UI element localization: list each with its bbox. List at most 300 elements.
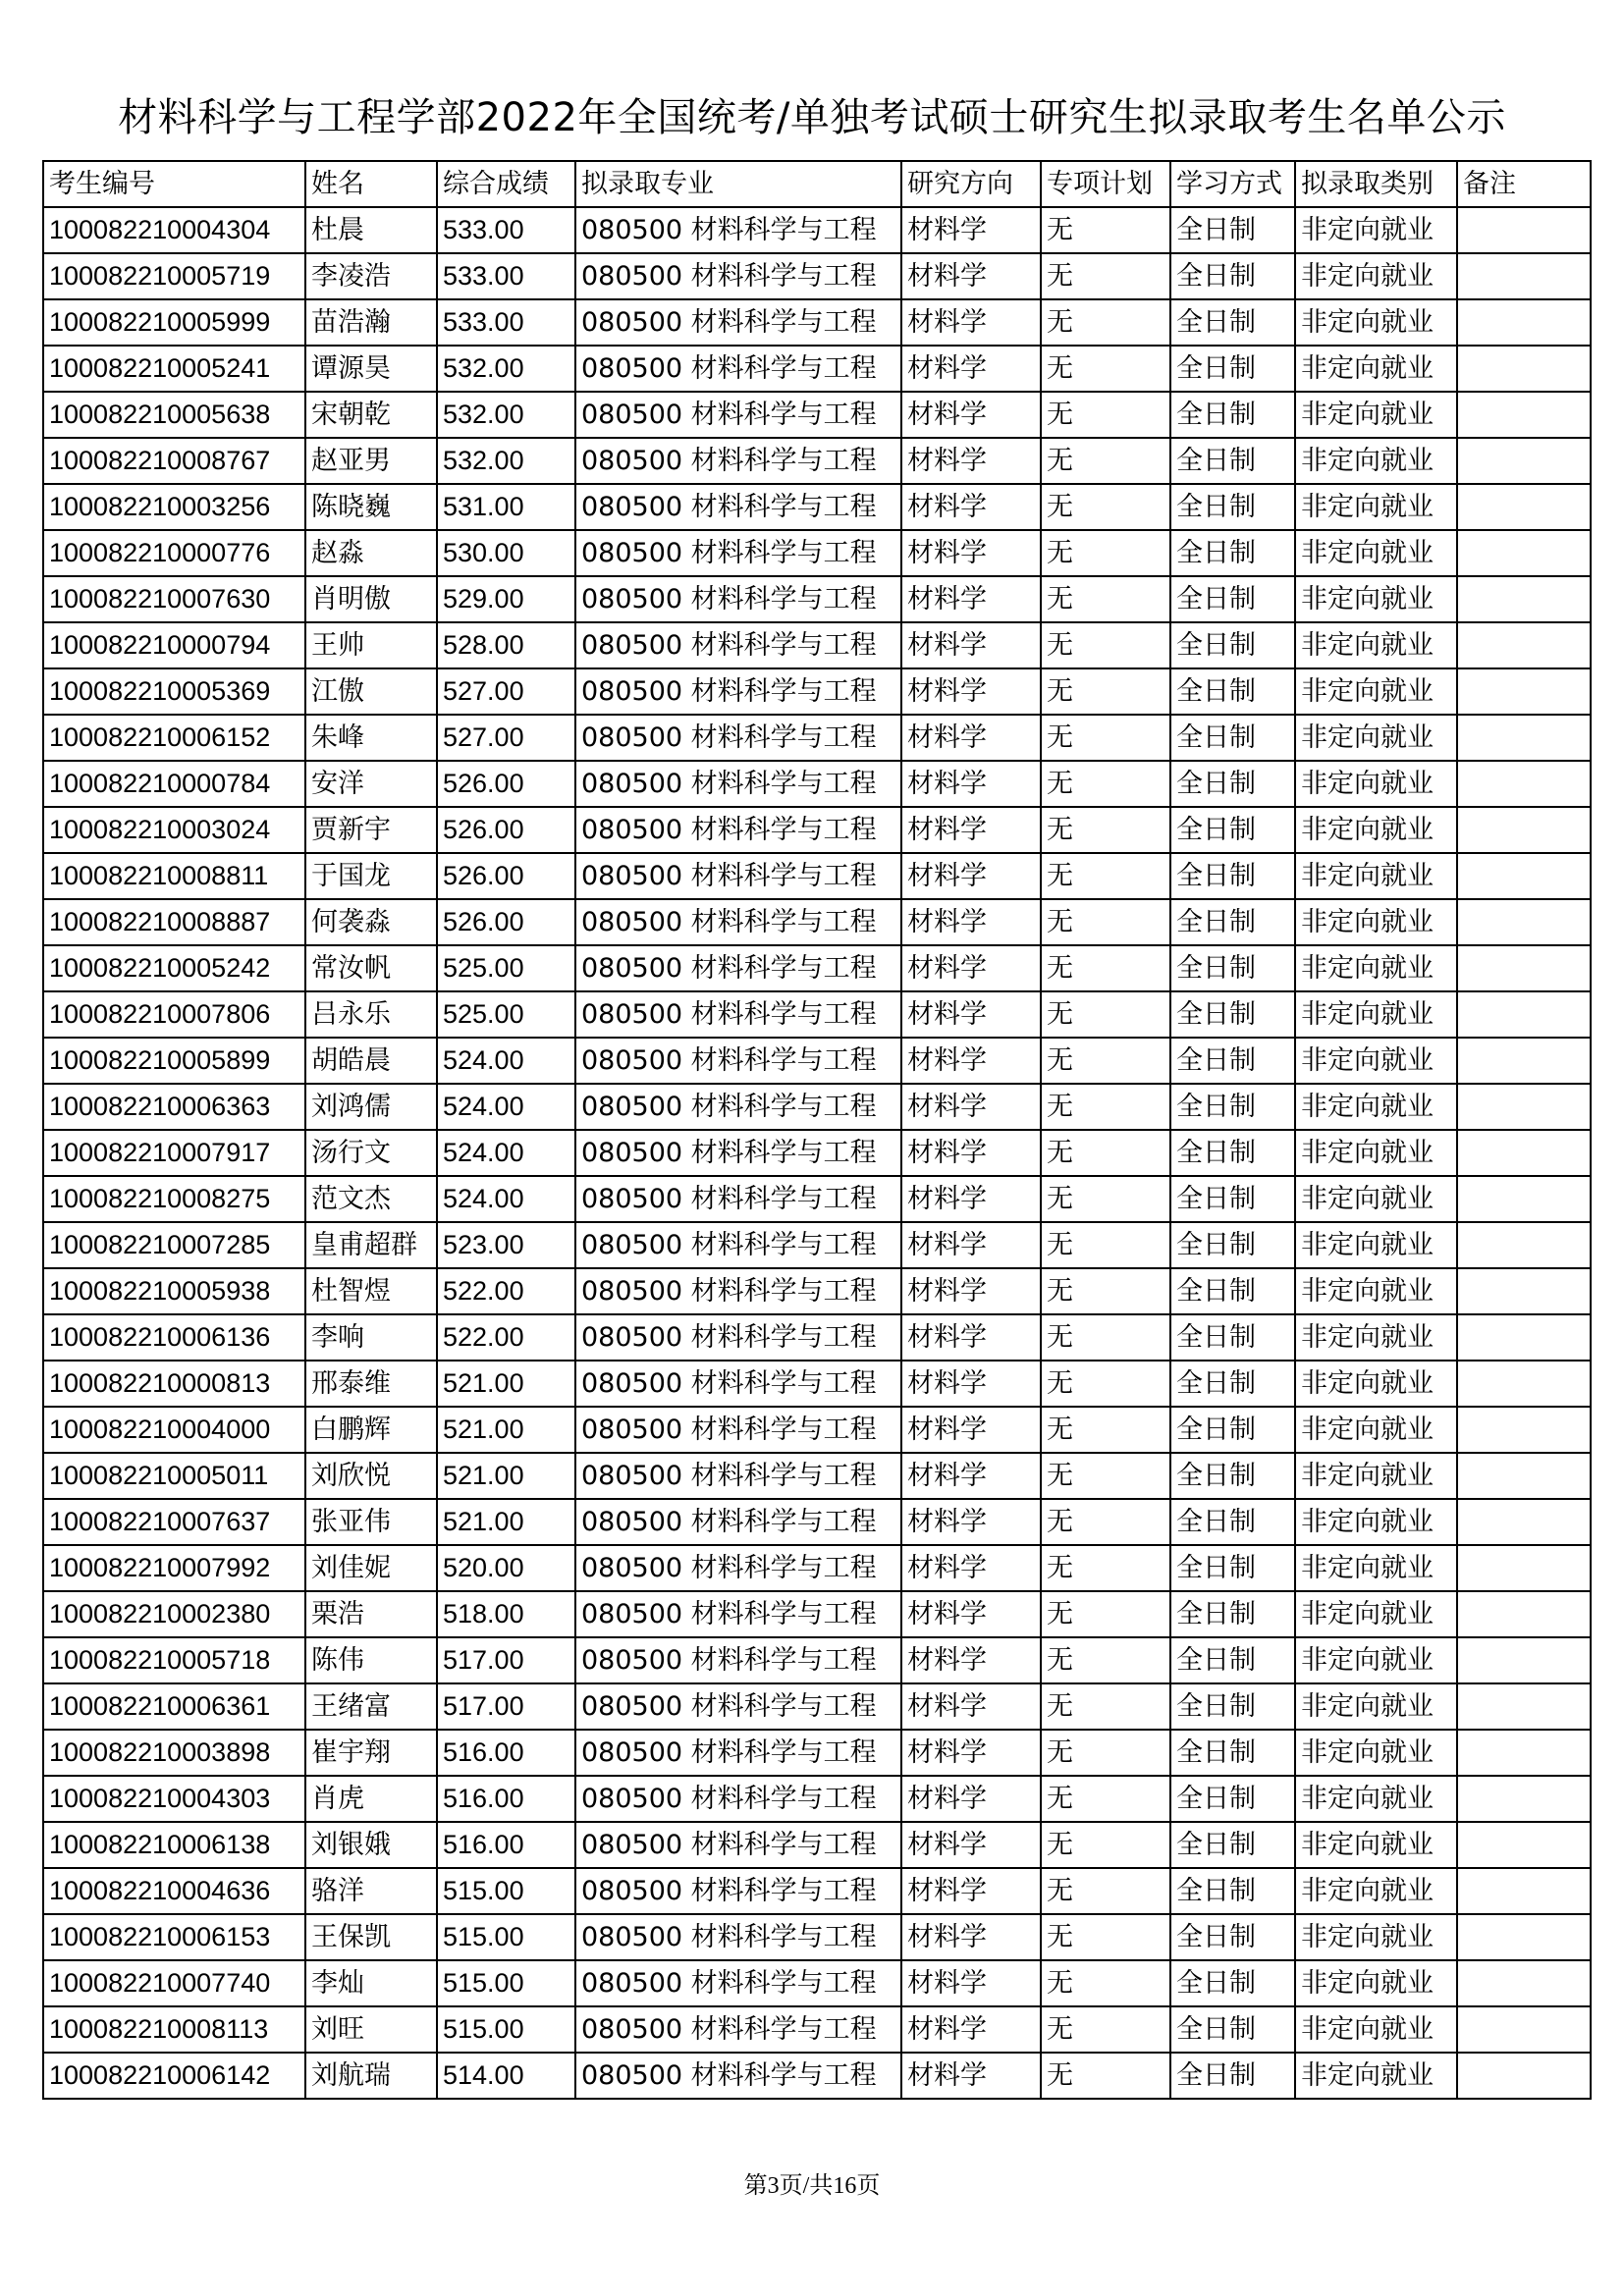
cell-major: 080500 材料科学与工程 — [575, 1868, 901, 1914]
table-row — [43, 991, 1591, 1038]
cell-major: 080500 材料科学与工程 — [575, 1499, 901, 1545]
cell-total-score: 517.00 — [437, 1637, 575, 1683]
table-row — [43, 622, 1591, 668]
cell-study-mode: 全日制 — [1170, 853, 1295, 899]
header-candidate-id: 考生编号 — [43, 161, 305, 207]
cell-research-direction: 材料学 — [901, 853, 1041, 899]
cell-remarks — [1457, 668, 1591, 715]
table-row — [43, 299, 1591, 346]
cell-remarks — [1457, 1176, 1591, 1222]
cell-major: 080500 材料科学与工程 — [575, 299, 901, 346]
header-special-plan: 专项计划 — [1041, 161, 1170, 207]
cell-research-direction: 材料学 — [901, 392, 1041, 438]
cell-major: 080500 材料科学与工程 — [575, 253, 901, 299]
cell-special-plan: 无 — [1041, 1130, 1170, 1176]
cell-major: 080500 材料科学与工程 — [575, 1730, 901, 1776]
table-row — [43, 346, 1591, 392]
cell-special-plan: 无 — [1041, 1776, 1170, 1822]
cell-total-score: 522.00 — [437, 1314, 575, 1361]
cell-name: 杜智煜 — [305, 1268, 437, 1314]
cell-research-direction: 材料学 — [901, 299, 1041, 346]
cell-total-score: 524.00 — [437, 1130, 575, 1176]
cell-special-plan: 无 — [1041, 1453, 1170, 1499]
cell-major: 080500 材料科学与工程 — [575, 668, 901, 715]
cell-total-score: 533.00 — [437, 207, 575, 253]
cell-name: 白鹏辉 — [305, 1407, 437, 1453]
cell-total-score: 524.00 — [437, 1084, 575, 1130]
cell-study-mode: 全日制 — [1170, 1176, 1295, 1222]
cell-name: 范文杰 — [305, 1176, 437, 1222]
cell-admission-category: 非定向就业 — [1295, 438, 1457, 484]
cell-study-mode: 全日制 — [1170, 945, 1295, 991]
cell-candidate-id: 100082210000794 — [43, 622, 305, 668]
cell-remarks — [1457, 1960, 1591, 2006]
cell-study-mode: 全日制 — [1170, 1776, 1295, 1822]
cell-study-mode: 全日制 — [1170, 1038, 1295, 1084]
cell-major: 080500 材料科学与工程 — [575, 622, 901, 668]
cell-major: 080500 材料科学与工程 — [575, 1683, 901, 1730]
cell-total-score: 524.00 — [437, 1176, 575, 1222]
cell-remarks — [1457, 576, 1591, 622]
cell-total-score: 515.00 — [437, 1960, 575, 2006]
cell-study-mode: 全日制 — [1170, 807, 1295, 853]
cell-candidate-id: 100082210005011 — [43, 1453, 305, 1499]
table-row — [43, 899, 1591, 945]
cell-remarks — [1457, 899, 1591, 945]
cell-special-plan: 无 — [1041, 530, 1170, 576]
cell-remarks — [1457, 1637, 1591, 1683]
cell-candidate-id: 100082210007806 — [43, 991, 305, 1038]
cell-major: 080500 材料科学与工程 — [575, 991, 901, 1038]
cell-major: 080500 材料科学与工程 — [575, 576, 901, 622]
table-row — [43, 1407, 1591, 1453]
cell-candidate-id: 100082210004304 — [43, 207, 305, 253]
cell-name: 王帅 — [305, 622, 437, 668]
cell-study-mode: 全日制 — [1170, 1591, 1295, 1637]
cell-study-mode: 全日制 — [1170, 1960, 1295, 2006]
cell-name: 胡皓晨 — [305, 1038, 437, 1084]
cell-special-plan: 无 — [1041, 1914, 1170, 1960]
cell-candidate-id: 100082210006152 — [43, 715, 305, 761]
cell-research-direction: 材料学 — [901, 1453, 1041, 1499]
cell-admission-category: 非定向就业 — [1295, 1361, 1457, 1407]
cell-admission-category: 非定向就业 — [1295, 1499, 1457, 1545]
page-number: 第3页/共16页 — [743, 2173, 881, 2199]
cell-study-mode: 全日制 — [1170, 1730, 1295, 1776]
cell-name: 邢泰维 — [305, 1361, 437, 1407]
cell-major: 080500 材料科学与工程 — [575, 1130, 901, 1176]
cell-major: 080500 材料科学与工程 — [575, 1084, 901, 1130]
cell-total-score: 526.00 — [437, 807, 575, 853]
cell-study-mode: 全日制 — [1170, 1361, 1295, 1407]
cell-major: 080500 材料科学与工程 — [575, 1545, 901, 1591]
cell-special-plan: 无 — [1041, 1361, 1170, 1407]
cell-admission-category: 非定向就业 — [1295, 1084, 1457, 1130]
table-row — [43, 1776, 1591, 1822]
cell-admission-category: 非定向就业 — [1295, 1407, 1457, 1453]
cell-name: 李凌浩 — [305, 253, 437, 299]
cell-candidate-id: 100082210004636 — [43, 1868, 305, 1914]
table-row — [43, 253, 1591, 299]
cell-study-mode: 全日制 — [1170, 1868, 1295, 1914]
cell-total-score: 532.00 — [437, 438, 575, 484]
cell-name: 吕永乐 — [305, 991, 437, 1038]
cell-research-direction: 材料学 — [901, 1591, 1041, 1637]
cell-candidate-id: 100082210002380 — [43, 1591, 305, 1637]
cell-special-plan: 无 — [1041, 1499, 1170, 1545]
cell-name: 张亚伟 — [305, 1499, 437, 1545]
cell-research-direction: 材料学 — [901, 253, 1041, 299]
cell-remarks — [1457, 253, 1591, 299]
cell-special-plan: 无 — [1041, 1545, 1170, 1591]
cell-admission-category: 非定向就业 — [1295, 346, 1457, 392]
cell-name: 陈晓巍 — [305, 484, 437, 530]
cell-special-plan: 无 — [1041, 853, 1170, 899]
cell-candidate-id: 100082210000776 — [43, 530, 305, 576]
cell-remarks — [1457, 1868, 1591, 1914]
cell-research-direction: 材料学 — [901, 576, 1041, 622]
cell-name: 杜晨 — [305, 207, 437, 253]
cell-admission-category: 非定向就业 — [1295, 807, 1457, 853]
cell-study-mode: 全日制 — [1170, 346, 1295, 392]
cell-total-score: 526.00 — [437, 899, 575, 945]
cell-remarks — [1457, 1268, 1591, 1314]
cell-name: 何袭淼 — [305, 899, 437, 945]
cell-study-mode: 全日制 — [1170, 530, 1295, 576]
cell-special-plan: 无 — [1041, 991, 1170, 1038]
table-row — [43, 1822, 1591, 1868]
cell-total-score: 533.00 — [437, 299, 575, 346]
cell-special-plan: 无 — [1041, 1314, 1170, 1361]
admission-roster-table — [42, 160, 1592, 2100]
cell-major: 080500 材料科学与工程 — [575, 1361, 901, 1407]
cell-major: 080500 材料科学与工程 — [575, 1222, 901, 1268]
table-row — [43, 392, 1591, 438]
cell-candidate-id: 100082210004303 — [43, 1776, 305, 1822]
cell-candidate-id: 100082210008811 — [43, 853, 305, 899]
cell-total-score: 515.00 — [437, 1914, 575, 1960]
cell-name: 肖虎 — [305, 1776, 437, 1822]
table-row — [43, 945, 1591, 991]
cell-candidate-id: 100082210006138 — [43, 1822, 305, 1868]
cell-special-plan: 无 — [1041, 761, 1170, 807]
cell-candidate-id: 100082210003024 — [43, 807, 305, 853]
cell-name: 陈伟 — [305, 1637, 437, 1683]
cell-research-direction: 材料学 — [901, 1130, 1041, 1176]
cell-total-score: 526.00 — [437, 761, 575, 807]
cell-total-score: 533.00 — [437, 253, 575, 299]
cell-study-mode: 全日制 — [1170, 253, 1295, 299]
cell-study-mode: 全日制 — [1170, 1914, 1295, 1960]
cell-research-direction: 材料学 — [901, 945, 1041, 991]
header-study-mode: 学习方式 — [1170, 161, 1295, 207]
cell-remarks — [1457, 438, 1591, 484]
cell-candidate-id: 100082210005241 — [43, 346, 305, 392]
cell-research-direction: 材料学 — [901, 1545, 1041, 1591]
cell-candidate-id: 100082210006363 — [43, 1084, 305, 1130]
cell-research-direction: 材料学 — [901, 484, 1041, 530]
cell-research-direction: 材料学 — [901, 2053, 1041, 2099]
table-row — [43, 761, 1591, 807]
cell-study-mode: 全日制 — [1170, 991, 1295, 1038]
table-row — [43, 1868, 1591, 1914]
cell-major: 080500 材料科学与工程 — [575, 530, 901, 576]
cell-name: 栗浩 — [305, 1591, 437, 1637]
cell-candidate-id: 100082210007917 — [43, 1130, 305, 1176]
cell-special-plan: 无 — [1041, 1822, 1170, 1868]
cell-total-score: 527.00 — [437, 668, 575, 715]
cell-research-direction: 材料学 — [901, 1222, 1041, 1268]
cell-candidate-id: 100082210006361 — [43, 1683, 305, 1730]
cell-remarks — [1457, 715, 1591, 761]
cell-name: 刘旺 — [305, 2006, 437, 2053]
cell-research-direction: 材料学 — [901, 1960, 1041, 2006]
cell-remarks — [1457, 1453, 1591, 1499]
cell-major: 080500 材料科学与工程 — [575, 1268, 901, 1314]
cell-name: 王绪富 — [305, 1683, 437, 1730]
cell-research-direction: 材料学 — [901, 807, 1041, 853]
cell-study-mode: 全日制 — [1170, 1822, 1295, 1868]
cell-remarks — [1457, 1591, 1591, 1637]
cell-admission-category: 非定向就业 — [1295, 1776, 1457, 1822]
cell-special-plan: 无 — [1041, 1960, 1170, 2006]
cell-candidate-id: 100082210006136 — [43, 1314, 305, 1361]
table-row — [43, 1499, 1591, 1545]
cell-admission-category: 非定向就业 — [1295, 1822, 1457, 1868]
cell-total-score: 522.00 — [437, 1268, 575, 1314]
cell-candidate-id: 100082210003256 — [43, 484, 305, 530]
cell-special-plan: 无 — [1041, 392, 1170, 438]
cell-major: 080500 材料科学与工程 — [575, 1038, 901, 1084]
cell-research-direction: 材料学 — [901, 668, 1041, 715]
cell-admission-category: 非定向就业 — [1295, 2006, 1457, 2053]
cell-admission-category: 非定向就业 — [1295, 622, 1457, 668]
cell-study-mode: 全日制 — [1170, 1314, 1295, 1361]
cell-candidate-id: 100082210005719 — [43, 253, 305, 299]
table-row — [43, 1545, 1591, 1591]
cell-total-score: 516.00 — [437, 1822, 575, 1868]
cell-study-mode: 全日制 — [1170, 715, 1295, 761]
cell-special-plan: 无 — [1041, 1038, 1170, 1084]
cell-research-direction: 材料学 — [901, 1868, 1041, 1914]
cell-remarks — [1457, 991, 1591, 1038]
cell-special-plan: 无 — [1041, 1868, 1170, 1914]
cell-major: 080500 材料科学与工程 — [575, 2053, 901, 2099]
cell-remarks — [1457, 853, 1591, 899]
cell-total-score: 532.00 — [437, 392, 575, 438]
cell-special-plan: 无 — [1041, 576, 1170, 622]
cell-name: 刘欣悦 — [305, 1453, 437, 1499]
cell-total-score: 521.00 — [437, 1361, 575, 1407]
cell-candidate-id: 100082210000784 — [43, 761, 305, 807]
cell-admission-category: 非定向就业 — [1295, 392, 1457, 438]
cell-major: 080500 材料科学与工程 — [575, 1637, 901, 1683]
cell-major: 080500 材料科学与工程 — [575, 853, 901, 899]
cell-total-score: 532.00 — [437, 346, 575, 392]
cell-name: 刘佳妮 — [305, 1545, 437, 1591]
cell-candidate-id: 100082210003898 — [43, 1730, 305, 1776]
cell-research-direction: 材料学 — [901, 991, 1041, 1038]
cell-name: 王保凯 — [305, 1914, 437, 1960]
cell-special-plan: 无 — [1041, 1730, 1170, 1776]
cell-special-plan: 无 — [1041, 807, 1170, 853]
cell-candidate-id: 100082210008887 — [43, 899, 305, 945]
cell-name: 骆洋 — [305, 1868, 437, 1914]
table-row — [43, 1268, 1591, 1314]
cell-special-plan: 无 — [1041, 484, 1170, 530]
cell-special-plan: 无 — [1041, 1084, 1170, 1130]
cell-major: 080500 材料科学与工程 — [575, 1822, 901, 1868]
cell-total-score: 524.00 — [437, 1038, 575, 1084]
cell-research-direction: 材料学 — [901, 1730, 1041, 1776]
cell-name: 刘航瑞 — [305, 2053, 437, 2099]
table-body — [43, 207, 1591, 2099]
cell-admission-category: 非定向就业 — [1295, 1637, 1457, 1683]
header-name: 姓名 — [305, 161, 437, 207]
cell-remarks — [1457, 2053, 1591, 2099]
cell-name: 李响 — [305, 1314, 437, 1361]
table-row — [43, 1960, 1591, 2006]
cell-study-mode: 全日制 — [1170, 2053, 1295, 2099]
cell-total-score: 531.00 — [437, 484, 575, 530]
cell-candidate-id: 100082210007740 — [43, 1960, 305, 2006]
cell-admission-category: 非定向就业 — [1295, 761, 1457, 807]
cell-total-score: 514.00 — [437, 2053, 575, 2099]
cell-major: 080500 材料科学与工程 — [575, 1960, 901, 2006]
cell-admission-category: 非定向就业 — [1295, 1130, 1457, 1176]
cell-total-score: 521.00 — [437, 1453, 575, 1499]
cell-total-score: 515.00 — [437, 1868, 575, 1914]
table-row — [43, 1453, 1591, 1499]
header-research-direction: 研究方向 — [901, 161, 1041, 207]
cell-candidate-id: 100082210005938 — [43, 1268, 305, 1314]
cell-study-mode: 全日制 — [1170, 1545, 1295, 1591]
cell-research-direction: 材料学 — [901, 1822, 1041, 1868]
cell-admission-category: 非定向就业 — [1295, 1222, 1457, 1268]
cell-admission-category: 非定向就业 — [1295, 853, 1457, 899]
cell-name: 宋朝乾 — [305, 392, 437, 438]
table-row — [43, 668, 1591, 715]
table-row — [43, 853, 1591, 899]
cell-research-direction: 材料学 — [901, 2006, 1041, 2053]
cell-remarks — [1457, 299, 1591, 346]
cell-special-plan: 无 — [1041, 1637, 1170, 1683]
cell-research-direction: 材料学 — [901, 438, 1041, 484]
cell-remarks — [1457, 1683, 1591, 1730]
cell-major: 080500 材料科学与工程 — [575, 346, 901, 392]
header-row — [43, 161, 1591, 207]
cell-remarks — [1457, 1822, 1591, 1868]
table-row — [43, 1637, 1591, 1683]
cell-study-mode: 全日制 — [1170, 1222, 1295, 1268]
cell-admission-category: 非定向就业 — [1295, 1730, 1457, 1776]
cell-total-score: 516.00 — [437, 1730, 575, 1776]
cell-name: 贾新宇 — [305, 807, 437, 853]
cell-special-plan: 无 — [1041, 668, 1170, 715]
cell-admission-category: 非定向就业 — [1295, 2053, 1457, 2099]
cell-name: 赵淼 — [305, 530, 437, 576]
cell-special-plan: 无 — [1041, 1591, 1170, 1637]
table-row — [43, 2053, 1591, 2099]
table-row — [43, 438, 1591, 484]
cell-study-mode: 全日制 — [1170, 2006, 1295, 2053]
cell-admission-category: 非定向就业 — [1295, 991, 1457, 1038]
table-row — [43, 1176, 1591, 1222]
cell-research-direction: 材料学 — [901, 346, 1041, 392]
table-row — [43, 1038, 1591, 1084]
page-title: 材料科学与工程学部2022年全国统考/单独考试硕士研究生拟录取考生名单公示 — [118, 95, 1506, 140]
cell-candidate-id: 100082210005718 — [43, 1637, 305, 1683]
cell-study-mode: 全日制 — [1170, 484, 1295, 530]
cell-research-direction: 材料学 — [901, 1084, 1041, 1130]
cell-study-mode: 全日制 — [1170, 1084, 1295, 1130]
cell-remarks — [1457, 1130, 1591, 1176]
cell-major: 080500 材料科学与工程 — [575, 945, 901, 991]
cell-remarks — [1457, 484, 1591, 530]
table-row — [43, 1914, 1591, 1960]
cell-research-direction: 材料学 — [901, 622, 1041, 668]
header-major: 拟录取专业 — [575, 161, 901, 207]
cell-admission-category: 非定向就业 — [1295, 945, 1457, 991]
cell-special-plan: 无 — [1041, 207, 1170, 253]
cell-remarks — [1457, 2006, 1591, 2053]
cell-name: 刘银娥 — [305, 1822, 437, 1868]
cell-major: 080500 材料科学与工程 — [575, 807, 901, 853]
cell-study-mode: 全日制 — [1170, 1268, 1295, 1314]
cell-research-direction: 材料学 — [901, 530, 1041, 576]
cell-study-mode: 全日制 — [1170, 299, 1295, 346]
cell-total-score: 525.00 — [437, 991, 575, 1038]
cell-total-score: 528.00 — [437, 622, 575, 668]
cell-admission-category: 非定向就业 — [1295, 1453, 1457, 1499]
cell-total-score: 521.00 — [437, 1407, 575, 1453]
cell-admission-category: 非定向就业 — [1295, 530, 1457, 576]
cell-total-score: 523.00 — [437, 1222, 575, 1268]
cell-research-direction: 材料学 — [901, 1637, 1041, 1683]
cell-admission-category: 非定向就业 — [1295, 715, 1457, 761]
cell-candidate-id: 100082210000813 — [43, 1361, 305, 1407]
cell-candidate-id: 100082210007285 — [43, 1222, 305, 1268]
cell-study-mode: 全日制 — [1170, 1637, 1295, 1683]
cell-admission-category: 非定向就业 — [1295, 668, 1457, 715]
table-row — [43, 1130, 1591, 1176]
cell-candidate-id: 100082210004000 — [43, 1407, 305, 1453]
cell-name: 于国龙 — [305, 853, 437, 899]
cell-candidate-id: 100082210005242 — [43, 945, 305, 991]
cell-major: 080500 材料科学与工程 — [575, 484, 901, 530]
cell-total-score: 530.00 — [437, 530, 575, 576]
table-row — [43, 1591, 1591, 1637]
cell-remarks — [1457, 1499, 1591, 1545]
cell-special-plan: 无 — [1041, 1683, 1170, 1730]
cell-study-mode: 全日制 — [1170, 668, 1295, 715]
cell-special-plan: 无 — [1041, 253, 1170, 299]
cell-admission-category: 非定向就业 — [1295, 1545, 1457, 1591]
header-total-score: 综合成绩 — [437, 161, 575, 207]
cell-admission-category: 非定向就业 — [1295, 1683, 1457, 1730]
cell-special-plan: 无 — [1041, 715, 1170, 761]
cell-candidate-id: 100082210005638 — [43, 392, 305, 438]
cell-research-direction: 材料学 — [901, 1776, 1041, 1822]
cell-study-mode: 全日制 — [1170, 761, 1295, 807]
cell-study-mode: 全日制 — [1170, 576, 1295, 622]
cell-research-direction: 材料学 — [901, 1176, 1041, 1222]
cell-total-score: 529.00 — [437, 576, 575, 622]
cell-remarks — [1457, 1407, 1591, 1453]
table-row — [43, 530, 1591, 576]
cell-candidate-id: 100082210005369 — [43, 668, 305, 715]
cell-remarks — [1457, 1361, 1591, 1407]
